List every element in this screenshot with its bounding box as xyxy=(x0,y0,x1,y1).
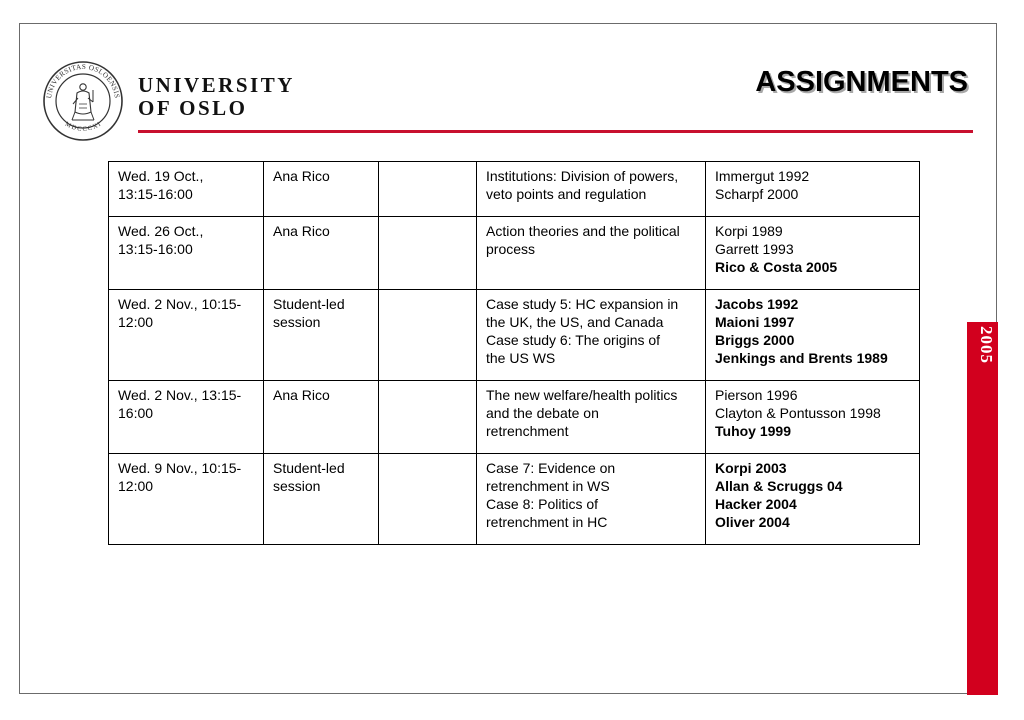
readings-cell xyxy=(706,162,920,217)
date-cell xyxy=(109,381,264,454)
empty-cell xyxy=(379,162,477,217)
lecturer-cell xyxy=(264,381,379,454)
topic-cell-line: The new welfare/health politics xyxy=(486,387,678,403)
topic-cell-line: retrenchment xyxy=(486,423,569,439)
topic-cell-line: veto points and regulation xyxy=(486,186,647,202)
readings-cell-line: Korpi 1989 xyxy=(715,223,783,239)
lecturer-cell-line: session xyxy=(273,478,321,494)
topic-cell-line: Action theories and the political xyxy=(486,223,680,239)
readings-cell-line: Scharpf 2000 xyxy=(715,186,799,202)
topic-cell-line: Case 7: Evidence on xyxy=(486,460,616,476)
header-divider xyxy=(138,130,973,133)
topic-cell xyxy=(477,162,706,217)
lecturer-cell-line: Ana Rico xyxy=(273,223,330,239)
topic-cell-line: the US WS xyxy=(486,350,556,366)
topic-cell-line: retrenchment in HC xyxy=(486,514,608,530)
empty-cell xyxy=(379,290,477,381)
date-cell-line: 16:00 xyxy=(118,405,154,421)
topic-cell-line: process xyxy=(486,241,536,257)
readings-cell xyxy=(706,217,920,290)
date-cell-line: 13:15-16:00 xyxy=(118,186,193,202)
topic-cell xyxy=(477,454,706,545)
lecturer-cell xyxy=(264,162,379,217)
topic-cell xyxy=(477,381,706,454)
readings-cell-line: Oliver 2004 xyxy=(715,514,790,530)
topic-cell-line: retrenchment in WS xyxy=(486,478,610,494)
readings-cell-line: Briggs 2000 xyxy=(715,332,795,348)
table-row xyxy=(109,217,920,290)
university-seal-icon xyxy=(42,60,124,142)
readings-cell-line: Tuhoy 1999 xyxy=(715,423,791,439)
topic-cell-line: the UK, the US, and Canada xyxy=(486,314,664,330)
readings-cell-line: Immergut 1992 xyxy=(715,168,810,184)
seal-text: UNIVERSITAS OSLOENSIS xyxy=(45,62,121,99)
readings-cell-line: Allan & Scruggs 04 xyxy=(715,478,843,494)
side-year-label: 2005 xyxy=(977,326,996,364)
readings-cell-line: Clayton & Pontusson 1998 xyxy=(715,405,881,421)
university-wordmark xyxy=(138,74,295,120)
side-accent-bar xyxy=(967,322,998,695)
readings-cell-line: Jenkings and Brents 1989 xyxy=(715,350,888,366)
topic-cell-line: Case 8: Politics of xyxy=(486,496,599,512)
table-row xyxy=(109,162,920,217)
date-cell-line: 12:00 xyxy=(118,478,154,494)
topic-cell xyxy=(477,290,706,381)
readings-cell-line: Jacobs 1992 xyxy=(715,296,799,312)
topic-cell-line: Case study 6: The origins of xyxy=(486,332,661,348)
readings-cell-line: Rico & Costa 2005 xyxy=(715,259,838,275)
topic-cell-line: Institutions: Division of powers, xyxy=(486,168,679,184)
topic-cell xyxy=(477,217,706,290)
lecturer-cell-line: Ana Rico xyxy=(273,168,330,184)
readings-cell-line: Korpi 2003 xyxy=(715,460,787,476)
assignments-table xyxy=(108,161,920,545)
readings-cell-line: Pierson 1996 xyxy=(715,387,798,403)
lecturer-cell xyxy=(264,290,379,381)
page-title: ASSIGNMENTS xyxy=(755,66,968,98)
readings-cell-line: Maioni 1997 xyxy=(715,314,795,330)
lecturer-cell-line: session xyxy=(273,314,321,330)
date-cell-line: Wed. 9 Nov., 10:15- xyxy=(118,460,242,476)
seal-year: MDCCCXI xyxy=(63,120,103,133)
readings-cell-line: Garrett 1993 xyxy=(715,241,794,257)
lecturer-cell-line: Student-led xyxy=(273,460,345,476)
table-row xyxy=(109,454,920,545)
date-cell-line: 13:15-16:00 xyxy=(118,241,193,257)
empty-cell xyxy=(379,381,477,454)
date-cell xyxy=(109,162,264,217)
date-cell xyxy=(109,290,264,381)
lecturer-cell-line: Student-led xyxy=(273,296,345,312)
readings-cell xyxy=(706,290,920,381)
lecturer-cell xyxy=(264,454,379,545)
date-cell-line: Wed. 2 Nov., 13:15- xyxy=(118,387,242,403)
date-cell xyxy=(109,454,264,545)
topic-cell-line: Case study 5: HC expansion in xyxy=(486,296,679,312)
date-cell-line: Wed. 2 Nov., 10:15- xyxy=(118,296,242,312)
table-row xyxy=(109,381,920,454)
empty-cell xyxy=(379,454,477,545)
lecturer-cell-line: Ana Rico xyxy=(273,387,330,403)
table-row xyxy=(109,290,920,381)
topic-cell-line: and the debate on xyxy=(486,405,599,421)
date-cell xyxy=(109,217,264,290)
readings-cell-line: Hacker 2004 xyxy=(715,496,797,512)
lecturer-cell xyxy=(264,217,379,290)
readings-cell xyxy=(706,381,920,454)
empty-cell xyxy=(379,217,477,290)
date-cell-line: Wed. 19 Oct., xyxy=(118,168,204,184)
date-cell-line: Wed. 26 Oct., xyxy=(118,223,204,239)
readings-cell xyxy=(706,454,920,545)
university-name-line2: OF OSLO xyxy=(138,96,248,120)
svg-text:MDCCCXI xyxy=(64,121,103,133)
university-name-line1: UNIVERSITY xyxy=(138,73,295,97)
date-cell-line: 12:00 xyxy=(118,314,154,330)
